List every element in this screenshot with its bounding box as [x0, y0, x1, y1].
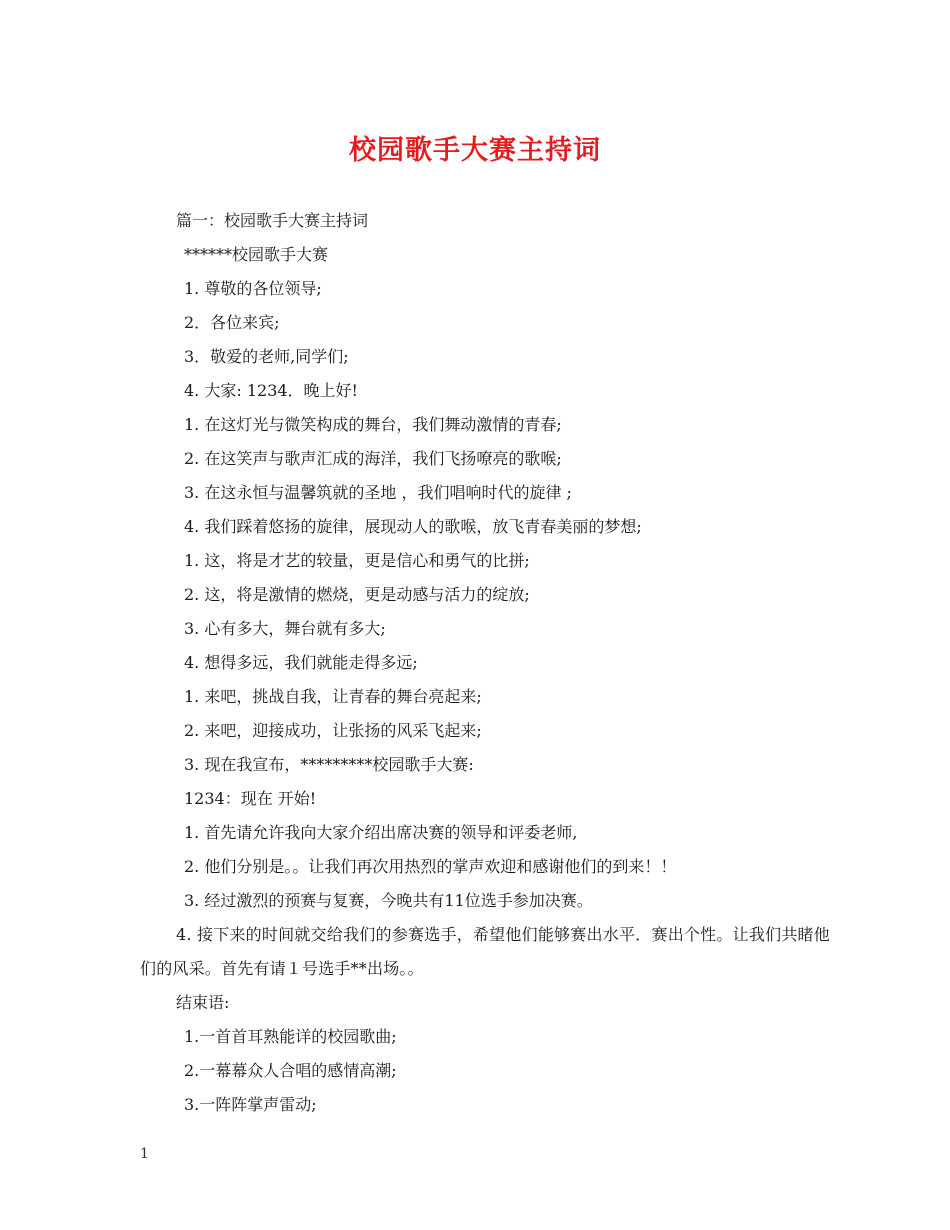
text-line: 4. 大家: 1234．晚上好!: [184, 381, 358, 400]
text-line: 3．敬爱的老师,同学们;: [184, 347, 349, 366]
text-line: ******校园歌手大赛: [184, 245, 329, 264]
text-line: 1. 在这灯光与微笑构成的舞台，我们舞动激情的青春;: [184, 415, 562, 434]
text-line: 3. 心有多大，舞台就有多大;: [184, 619, 386, 638]
text-line: 2. 在这笑声与歌声汇成的海洋，我们飞扬嘹亮的歌喉;: [184, 449, 562, 468]
text-line: 1. 首先请允许我向大家介绍出席决赛的领导和评委老师,: [184, 823, 578, 842]
text-line: 2. 这，将是激情的燃烧，更是动感与活力的绽放;: [184, 585, 530, 604]
paragraph: 4. 接下来的时间就交给我们的参赛选手，希望他们能够赛出水平．赛出个性。让我们共睹他们的风采。首先有请１号选手**出场。。: [140, 925, 830, 978]
line-group-closing: [140, 986, 830, 1122]
text-line: 2. 他们分别是。。让我们再次用热烈的掌声欢迎和感谢他们的到来！！: [184, 857, 677, 876]
text-line: 1. 尊敬的各位领导;: [184, 279, 322, 298]
document-title: 校园歌手大赛主持词: [349, 135, 601, 166]
text-line: 2.一幕幕众人合唱的感情高潮;: [184, 1061, 397, 1080]
text-line: 篇一：校园歌手大赛主持词: [176, 211, 369, 230]
line-group: [140, 204, 830, 918]
text-line: 3.一阵阵掌声雷动;: [184, 1095, 317, 1114]
document-body: [140, 204, 830, 1122]
text-line: 3. 在这永恒与温馨筑就的圣地 ，我们唱响时代的旋律 ;: [184, 483, 572, 502]
text-line: 4. 想得多远，我们就能走得多远;: [184, 653, 418, 672]
text-line: 1234：现在 开始!: [184, 789, 317, 808]
text-line: 2．各位来宾;: [184, 313, 280, 332]
text-line: 3. 现在我宣布，*********校园歌手大赛:: [184, 755, 474, 774]
text-line: 结束语:: [176, 993, 230, 1012]
page-number: 1: [140, 1146, 149, 1162]
text-line: 1. 来吧，挑战自我，让青春的舞台亮起来;: [184, 687, 482, 706]
text-line: 4. 我们踩着悠扬的旋律，展现动人的歌喉，放飞青春美丽的梦想;: [184, 517, 642, 536]
text-line: 1.一首首耳熟能详的校园歌曲;: [184, 1027, 397, 1046]
text-line: 1. 这，将是才艺的较量，更是信心和勇气的比拼;: [184, 551, 530, 570]
text-line: 3. 经过激烈的预赛与复赛，今晚共有11位选手参加决赛。: [184, 891, 593, 910]
text-line: 2. 来吧，迎接成功，让张扬的风采飞起来;: [184, 721, 482, 740]
